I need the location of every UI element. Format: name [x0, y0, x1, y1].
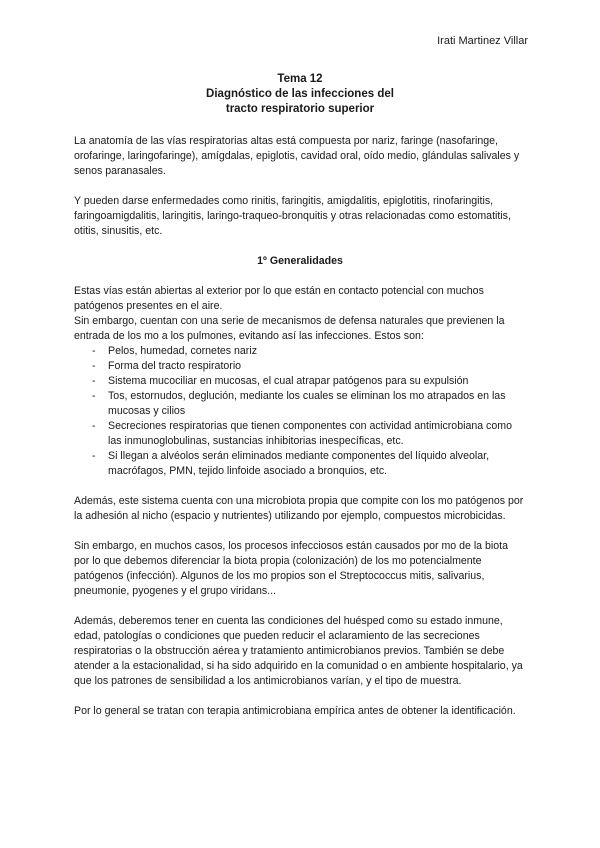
list-item-text: Pelos, humedad, cornetes nariz [108, 345, 257, 357]
list-item [92, 389, 526, 419]
list-item [92, 449, 526, 479]
document-title [0, 72, 600, 117]
bullet-dash: - [92, 390, 96, 402]
paragraph-exposure: Estas vías están abiertas al exterior por lo que están en contacto potencial con muchos patógenos presentes en el aire. [74, 285, 484, 312]
bullet-dash: - [92, 420, 96, 432]
paragraph-colonization: Sin embargo, en muchos casos, los procesos infecciosos están causados por mo de la biota por lo que debemos diferenciar la biota propia (colonización) de los mo potencialmente patógenos (infección). Algunos de los mo propios son el Streptococcus mitis, salivarius, pneumonie, pyogenes y el grupo viridans... [74, 540, 508, 597]
document-body [74, 134, 526, 734]
list-item-text: Tos, estornudos, deglución, mediante los cuales se eliminan los mo atrapados en las mucosas y cilios [108, 390, 506, 417]
list-item [92, 359, 526, 374]
list-item-text: Secreciones respiratorias que tienen componentes con actividad antimicrobiana como las inmunoglobulinas, sustancias inhibitorias inespecíficas, etc. [108, 420, 512, 447]
paragraph-defense-intro: Sin embargo, cuentan con una serie de mecanismos de defensa naturales que previenen la entrada de los mo a los pulmones, evitando así las infecciones. Estos son: [74, 315, 505, 342]
bullet-dash: - [92, 345, 96, 357]
intro-paragraph-diseases: Y pueden darse enfermedades como rinitis, faringitis, amigdalitis, epiglotitis, rinofaringitis, faringoamigdalitis, laringitis, laringo-traqueo-bronquitis y otras relacionadas como estomatitis, otitis, sinusitis, etc. [74, 195, 511, 237]
paragraph-host-conditions: Además, deberemos tener en cuenta las condiciones del huésped como su estado inmune, edad, patologías o condiciones que pueden reducir el aclaramiento de las secreciones respiratorias o la obstrucción aérea y tratamiento antimicrobianos previos. También se debe atender a la estacionalidad, si ha sido adquirido en la comunidad o en ambiente hospitalario, ya que los patrones de sensibilidad a los antimicrobianos varían, y el tipo de muestra. [74, 615, 523, 687]
list-item [92, 374, 526, 389]
list-item-text: Si llegan a alvéolos serán eliminados mediante componentes del líquido alveolar, macrófagos, PMN, tejido linfoide asociado a bronquios, etc. [108, 450, 490, 477]
intro-paragraph-anatomy: La anatomía de las vías respiratorias altas está compuesta por nariz, faringe (nasofaringe, orofaringe, laringofaringe), amígdalas, epiglotis, cavidad oral, oído medio, glándulas salivales y senos paranasales. [74, 135, 520, 177]
list-item-text: Sistema mucociliar en mucosas, el cual atrapar patógenos para su expulsión [108, 375, 469, 387]
title-line-subject-2: tracto respiratorio superior [225, 103, 375, 115]
title-line-subject-1: Diagnóstico de las infecciones del [206, 88, 394, 100]
defense-mechanisms-list [74, 344, 526, 479]
author-name: Irati Martinez Villar [437, 35, 528, 47]
bullet-dash: - [92, 450, 96, 462]
bullet-dash: - [92, 360, 96, 372]
list-item [92, 344, 526, 359]
paragraph-empiric-therapy: Por lo general se tratan con terapia antimicrobiana empírica antes de obtener la identificación. [74, 705, 516, 717]
section-heading-generalidades: 1º Generalidades [257, 255, 343, 267]
list-item [92, 419, 526, 449]
paragraph-microbiota: Además, este sistema cuenta con una microbiota propia que compite con los mo patógenos por la adhesión al nicho (espacio y nutrientes) utilizando por ejemplo, compuestos microbicidas. [74, 495, 524, 522]
list-item-text: Forma del tracto respiratorio [108, 360, 242, 372]
bullet-dash: - [92, 375, 96, 387]
title-line-topic: Tema 12 [277, 73, 323, 85]
